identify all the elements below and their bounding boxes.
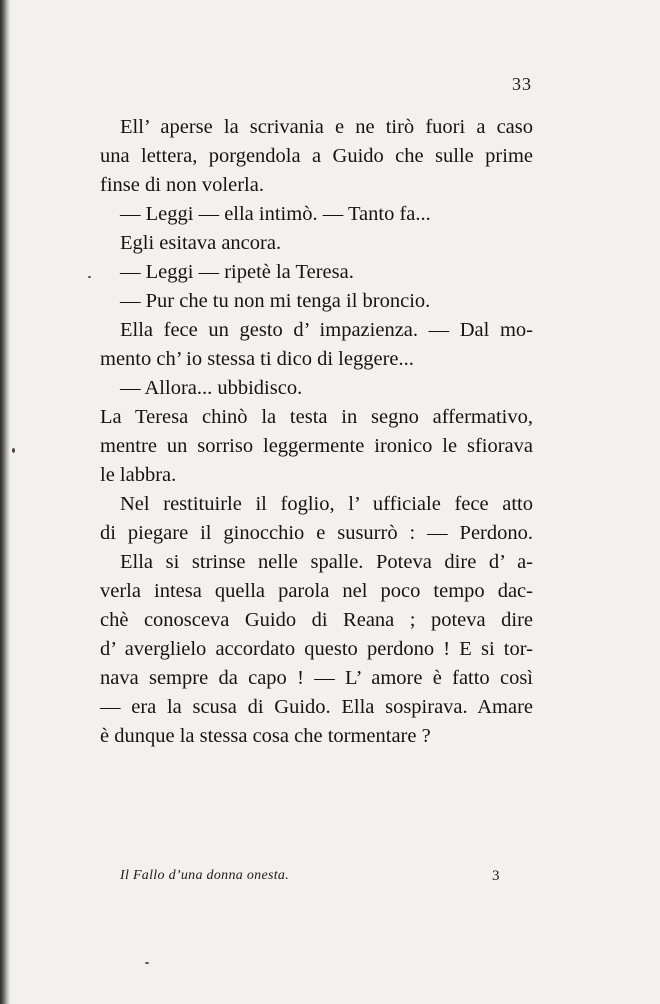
footer-book-title: Il Fallo d’una donna onesta. bbox=[120, 868, 289, 883]
paper-speck bbox=[145, 962, 149, 964]
text-line: di piegare il ginocchio e susurrò : — Perdono. bbox=[100, 522, 533, 544]
text-line: Ell’ aperse la scrivania e ne tirò fuori a caso bbox=[120, 116, 533, 138]
text-line: — Leggi — ella intimò. — Tanto fa... bbox=[120, 203, 431, 225]
text-line: — Pur che tu non mi tenga il broncio. bbox=[120, 290, 431, 312]
text-line: nava sempre da capo ! — L’ amore è fatto così bbox=[100, 667, 533, 689]
text-line: finse di non volerla. bbox=[100, 174, 264, 196]
body-text bbox=[100, 113, 533, 751]
paper-speck bbox=[12, 448, 15, 453]
text-line: La Teresa chinò la testa in segno affermativo, bbox=[100, 406, 533, 428]
binding-edge bbox=[0, 0, 10, 1004]
text-line: Egli esitava ancora. bbox=[120, 232, 282, 254]
text-line: chè conosceva Guido di Reana ; poteva dire bbox=[100, 609, 533, 631]
text-line: mento ch’ io stessa ti dico di leggere... bbox=[100, 348, 414, 370]
text-line: le labbra. bbox=[100, 464, 177, 486]
page-number: 33 bbox=[512, 74, 532, 94]
text-line: Ella fece un gesto d’ impazienza. — Dal mo- bbox=[120, 319, 533, 341]
text-line: Nel restituirle il foglio, l’ ufficiale fece atto bbox=[120, 493, 533, 515]
text-line: — Allora... ubbidisco. bbox=[120, 377, 303, 399]
signature-mark: 3 bbox=[492, 868, 500, 884]
text-line: è dunque la stessa cosa che tormentare ? bbox=[100, 725, 431, 747]
text-line: verla intesa quella parola nel poco tempo dac- bbox=[100, 580, 533, 602]
text-line: una lettera, porgendola a Guido che sulle prime bbox=[100, 145, 533, 167]
text-line: mentre un sorriso leggermente ironico le sfiorava bbox=[100, 435, 533, 457]
text-line: — Leggi — ripetè la Teresa. bbox=[120, 261, 354, 283]
text-line: d’ averglielo accordato questo perdono ! E si tor- bbox=[100, 638, 533, 660]
text-line: — era la scusa di Guido. Ella sospirava. Amare bbox=[100, 696, 533, 718]
text-line: Ella si strinse nelle spalle. Poteva dire d’ a- bbox=[120, 551, 533, 573]
paper-speck bbox=[88, 276, 91, 278]
